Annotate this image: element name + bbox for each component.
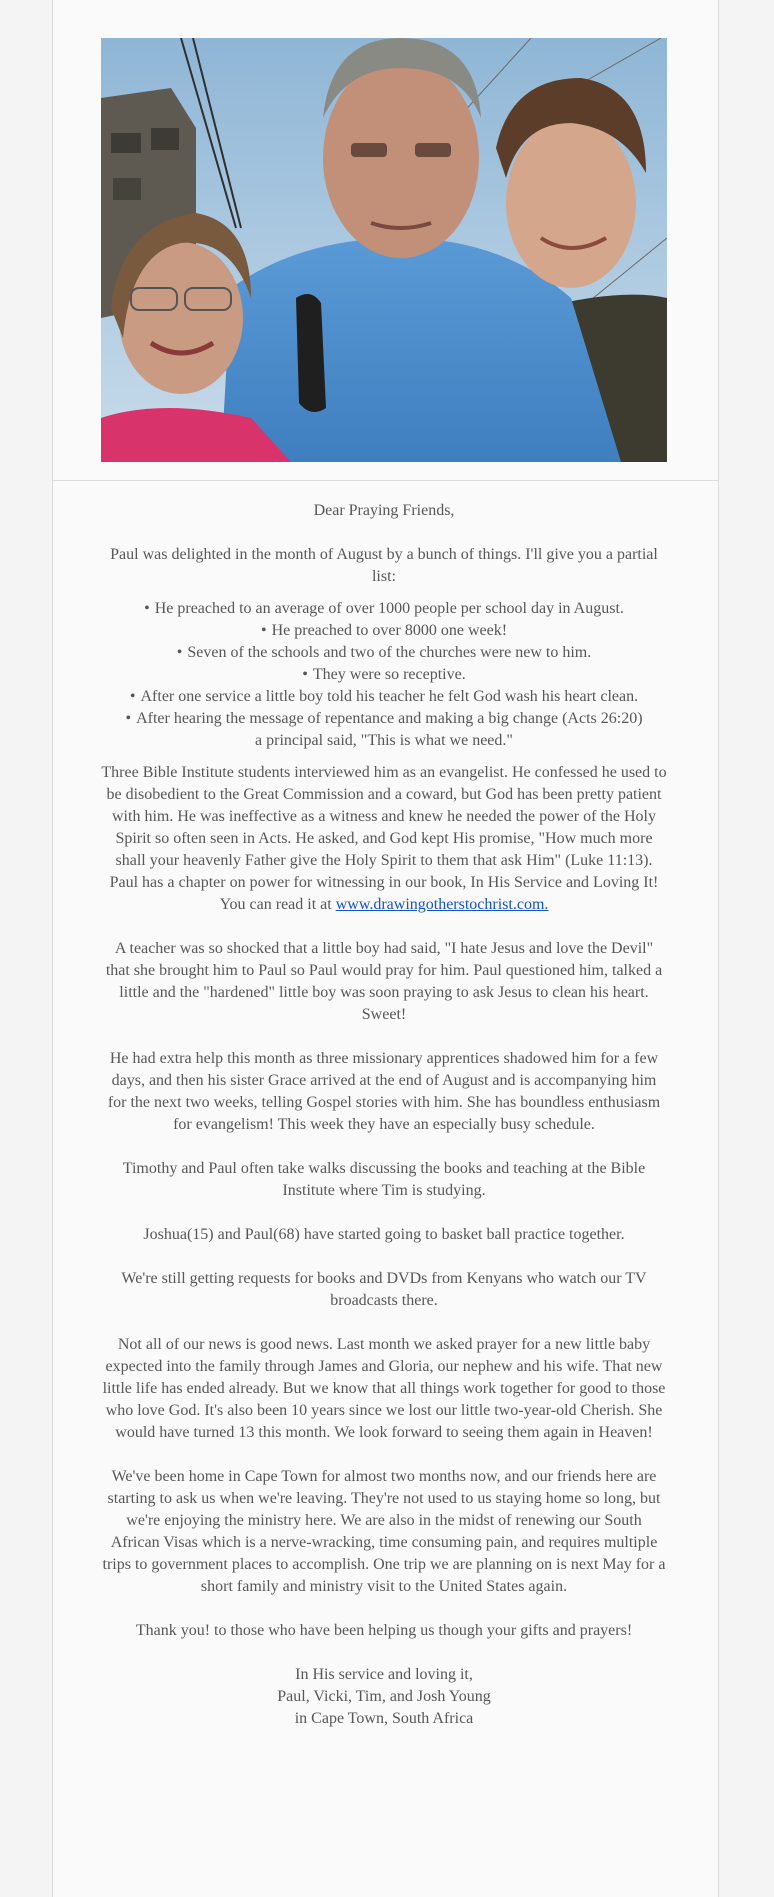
bullet-icon: • [176, 644, 183, 661]
bullet-icon: • [260, 622, 267, 639]
list-item: • After hearing the message of repentance and making a big change (Acts 26:20) a principal said, "This is what we need." [125, 710, 643, 749]
list-item: • He preached to over 8000 one week! [260, 622, 508, 639]
email-body [52, 0, 719, 1897]
website-link[interactable]: www.drawingotherstochrist.com. [335, 896, 549, 913]
paragraph-students: Three Bible Institute students interviewed him as an evangelist. He confessed he used to be disobedient to the Great Commission and a coward, but God has been pretty patient with him. He was ineffective as a witness and knew he needed the power of the Holy Spirit so often seen in Acts. He asked, and God kept His promise, "How much more shall your heavenly Father give the Holy Spirit to them that ask Him" (Luke 11:13). Paul has a chapter on power for witnessing in our book, In His Service and Loving It! You can read it at www.drawingotherstochrist.com. [101, 764, 667, 913]
list-item: • They were so receptive. [302, 666, 466, 683]
list-item: • Seven of the schools and two of the churches were new to him. [176, 644, 592, 661]
signature-line: In His service and loving it, [295, 1666, 473, 1683]
letter-intro: Paul was delighted in the month of August by a bunch of things. I'll give you a partial list: [110, 546, 658, 585]
paragraph-teacher: A teacher was so shocked that a little boy had said, "I hate Jesus and love the Devil" that she brought him to Paul so Paul would pray for him. Paul questioned him, talked a little and the "hardened" little boy was soon praying to ask Jesus to clean his heart. Sweet! [105, 940, 663, 1023]
list-item: • After one service a little boy told his teacher he felt God wash his heart clean. [129, 688, 639, 705]
paragraph-requests: We're still getting requests for books and DVDs from Kenyans who watch our TV broadcasts there. [121, 1270, 647, 1309]
bullet-icon: • [144, 600, 150, 617]
letter-greeting: Dear Praying Friends, [313, 502, 455, 519]
paragraph-joshua: Joshua(15) and Paul(68) have started going to basket ball practice together. [143, 1226, 625, 1243]
paragraph-home: We've been home in Cape Town for almost two months now, and our friends here are starting to ask us when we're leaving. They're not used to us staying home so long, but we're enjoying the ministry here. We are also in the midst of renewing our South African Visas which is a nerve-wracking, time consuming pain, and requires multiple trips to government places to accomplish. One trip we are planning on is next May for a short family and ministry visit to the United States again. [102, 1468, 666, 1595]
family-photo [101, 38, 667, 462]
paragraph-timothy: Timothy and Paul often take walks discussing the books and teaching at the Bible Institute where Tim is studying. [122, 1160, 646, 1199]
bullet-icon: • [302, 666, 308, 683]
signature-names: Paul, Vicki, Tim, and Josh Young [277, 1688, 491, 1705]
family-photo-image [101, 38, 667, 462]
paragraph-news: Not all of our news is good news. Last month we asked prayer for a new little baby expected into the family through James and Gloria, our nephew and his wife. That new little life has ended already. But we know that all things work together for good to those who love God. It's also been 10 years since we lost our little two-year-old Cherish. She would have turned 13 this month. We look forward to seeing them again in Heaven! [102, 1336, 666, 1441]
highlights-list [101, 598, 667, 752]
paragraph-thanks: Thank you! to those who have been helping us though your gifts and prayers! [135, 1622, 633, 1639]
divider [53, 480, 718, 481]
letter-content [101, 500, 667, 1752]
bullet-icon: • [129, 688, 136, 705]
signature-location: in Cape Town, South Africa [294, 1710, 474, 1727]
bullet-icon: • [125, 710, 132, 727]
list-item: • He preached to an average of over 1000 people per school day in August. [144, 600, 624, 617]
paragraph-help: He had extra help this month as three missionary apprentices shadowed him for a few days, and then his sister Grace arrived at the end of August and is accompanying him for the next two weeks, telling Gospel stories with him. She has boundless enthusiasm for evangelism! This week they have an especially busy schedule. [107, 1050, 661, 1133]
signature [101, 1664, 667, 1730]
